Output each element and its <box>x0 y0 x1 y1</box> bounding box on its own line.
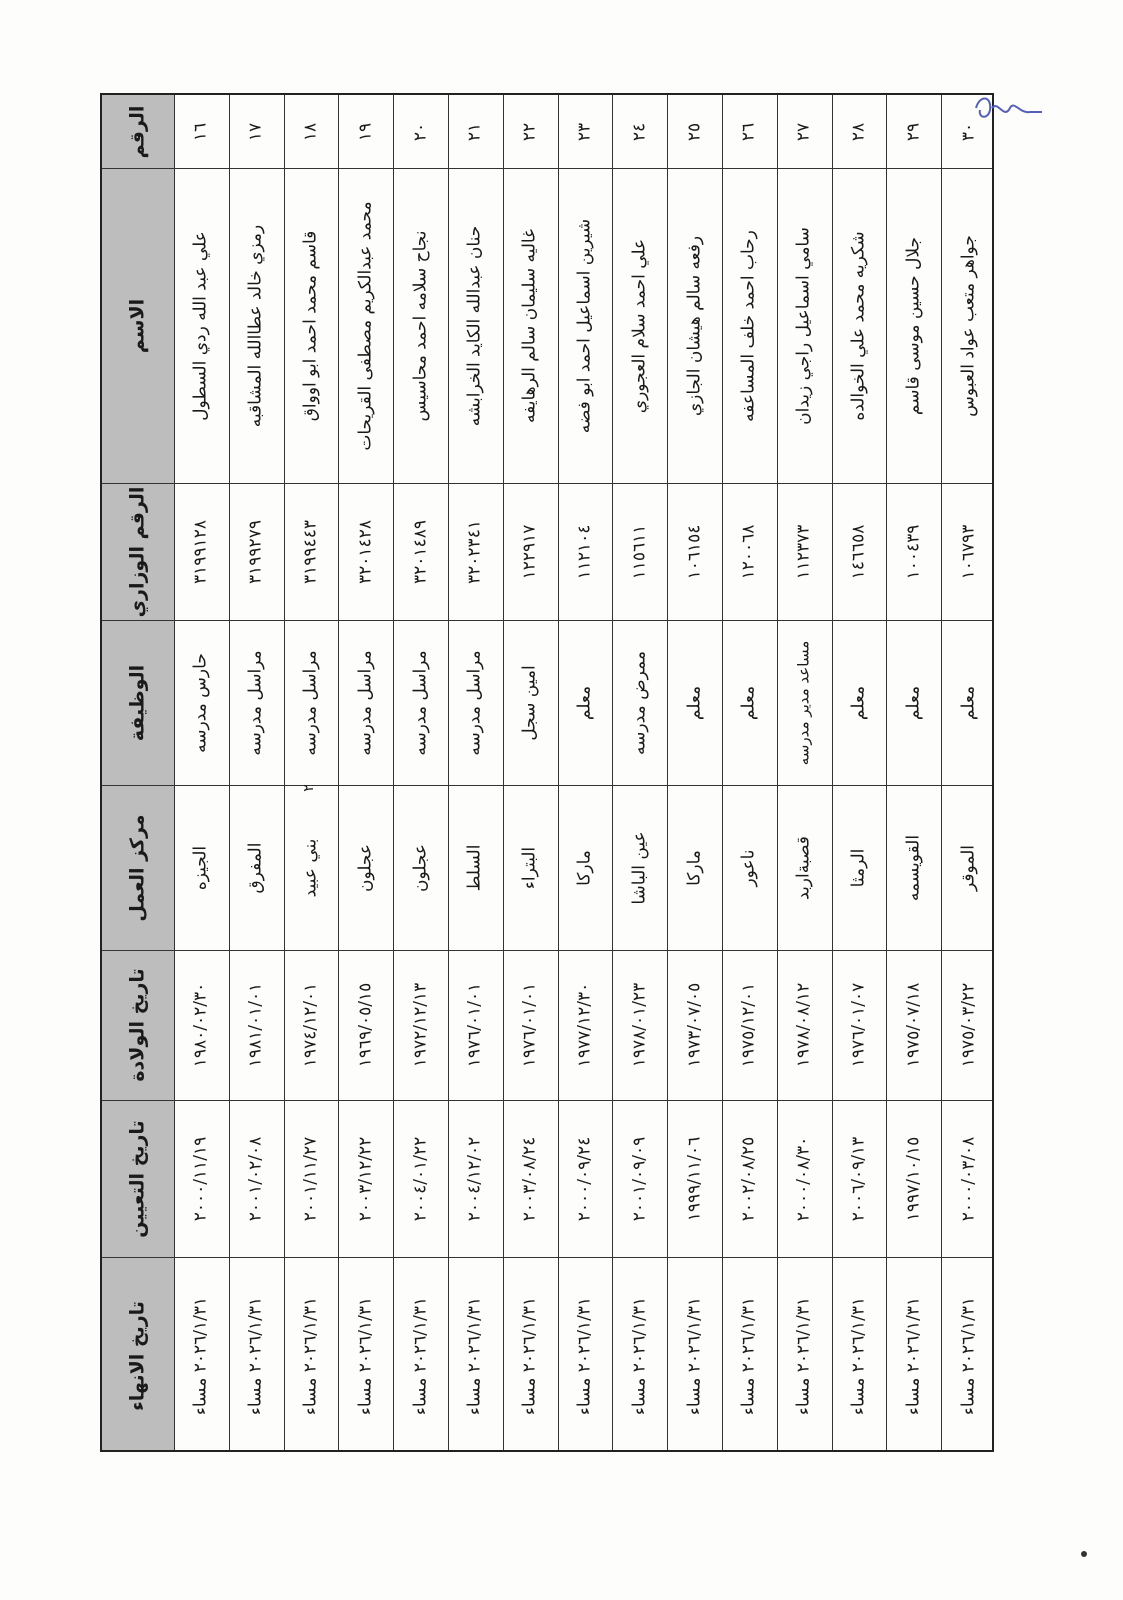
cell-loc: المفرق <box>245 842 266 893</box>
cell-num: ٢٢ <box>519 122 540 141</box>
cell-job: معلم <box>848 685 869 720</box>
cell-mid: ١٠٦٧٩٣ <box>958 524 979 579</box>
cell-name: علي احمد سلام العجوري <box>629 238 650 413</box>
cell-name: محمد عبدالكريم مصطفى القريحات <box>355 200 376 451</box>
cell-job: امين سجل <box>519 664 540 741</box>
cell-loc: الجيزه <box>190 845 211 890</box>
cell-end: ٢٠٢٦/١/٣١ مساء <box>464 1296 485 1415</box>
cell-loc: عين الباشا <box>629 830 650 905</box>
cell-job: مساعد مدير مدرسه <box>794 640 813 765</box>
row-divider <box>393 95 394 1450</box>
cell-job: مراسل مدرسه <box>300 649 321 756</box>
cell-hire: ٢٠٠٠/٠٨/٣٠ <box>793 1136 814 1221</box>
cell-mid: ٣١٩٩١٢٨ <box>190 519 211 584</box>
row-divider <box>941 95 942 1450</box>
cell-job: مراسل مدرسه <box>464 649 485 756</box>
cell-num: ٣٠ <box>958 122 979 141</box>
cell-birth: ١٩٧٥/٠٧/١٨ <box>903 982 924 1068</box>
cell-loc: بني عبيد <box>300 838 321 897</box>
row-divider <box>832 95 833 1450</box>
row-divider <box>558 95 559 1450</box>
cell-loc: ماركا <box>574 849 595 886</box>
row-divider <box>777 95 778 1450</box>
cell-mid: ٣٢٠١٤٢٨ <box>355 519 376 584</box>
cell-num: ١٩ <box>355 122 376 141</box>
cell-mid: ١٤٦٦٥٨ <box>848 524 869 579</box>
cell-hire: ٢٠٠٦/٠٩/١٣ <box>848 1136 869 1221</box>
cell-num: ٢٧ <box>793 122 814 141</box>
cell-end: ٢٠٢٦/١/٣١ مساء <box>793 1296 814 1415</box>
cell-birth: ١٩٧٦/٠١/٠١ <box>519 982 540 1068</box>
cell-end: ٢٠٢٦/١/٣١ مساء <box>848 1296 869 1415</box>
cell-birth: ١٩٨١/٠١/٠١ <box>245 982 266 1068</box>
cell-name: رفعه سالم هيشان الجازي <box>684 235 705 416</box>
cell-hire: ٢٠٠٣/١٢/٢٢ <box>355 1136 376 1221</box>
cell-end: ٢٠٢٦/١/٣١ مساء <box>410 1296 431 1415</box>
cell-birth: ١٩٧٨/٠١/٢٣ <box>629 982 650 1068</box>
cell-loc: البتراء <box>519 846 540 889</box>
cell-loc: ناعور <box>738 848 759 887</box>
cell-mid: ١١٥٦١١ <box>629 524 650 579</box>
cell-loc: عجلون <box>410 843 431 892</box>
row-divider <box>667 95 668 1450</box>
cell-birth: ١٩٧٦/٠١/٠١ <box>464 982 485 1068</box>
cell-name: سامي اسماعيل راجي زيدان <box>793 226 814 425</box>
column-header: تاريخ التعيين <box>126 1119 149 1238</box>
cell-name: رحاب احمد خلف المساعفه <box>738 229 759 422</box>
row-divider <box>284 95 285 1450</box>
cell-name: رمزي خالد عطاالله المشاقبه <box>245 224 266 427</box>
cell-job: معلم <box>684 685 705 720</box>
column-header: تاريخ الولادة <box>126 968 149 1082</box>
cell-hire: ٢٠٠١/١١/٢٧ <box>300 1136 321 1221</box>
cell-loc: ماركا <box>684 849 705 886</box>
cell-birth: ١٩٧٧/١٢/٣٠ <box>574 982 595 1068</box>
cell-loc: الرمثا <box>848 848 869 887</box>
cell-mid: ١٠٠٤٣٩ <box>903 524 924 579</box>
cell-num: ٢٣ <box>574 122 595 141</box>
cell-birth: ١٩٨٠/٠٢/٣٠ <box>190 982 211 1068</box>
cell-name: قاسم محمد احمد ابو اوواق <box>300 230 321 421</box>
cell-hire: ٢٠٠١/٠٩/٠٩ <box>629 1136 650 1221</box>
cell-hire: ١٩٩٩/١١/٠٦ <box>684 1136 705 1221</box>
cell-num: ٢٤ <box>629 122 650 141</box>
cell-num: ١٦ <box>190 122 211 141</box>
cell-loc: قصبةاربد <box>793 835 814 900</box>
signature-mark <box>970 90 1050 130</box>
cell-mid: ١٢٢٩١٧ <box>519 524 540 579</box>
cell-name: شكريه محمد علي الخوالده <box>848 230 869 421</box>
cell-hire: ٢٠٠٤/٠١/٢٢ <box>410 1136 431 1221</box>
cell-job: معلم <box>903 685 924 720</box>
cell-birth: ١٩٧٥/٠٣/٢٢ <box>958 982 979 1068</box>
cell-end: ٢٠٢٦/١/٣١ مساء <box>519 1296 540 1415</box>
cell-name: شيرين اسماعيل احمد ابو فضه <box>574 218 595 433</box>
cell-hire: ٢٠٠٢/٠٨/٢٥ <box>738 1136 759 1221</box>
cell-job: مراسل مدرسه <box>355 649 376 756</box>
cell-birth: ١٩٦٩/٠٥/١٥ <box>355 982 376 1068</box>
cell-hire: ٢٠٠١/٠٢/٠٨ <box>245 1136 266 1221</box>
cell-name: نجاح سلامه احمد محاسيس <box>410 230 431 421</box>
row-divider <box>503 95 504 1450</box>
row-divider <box>722 95 723 1450</box>
cell-job: مراسل مدرسه <box>245 649 266 756</box>
cell-mid: ١١٢٣٧٣ <box>793 524 814 579</box>
cell-job: ممرض مدرسه <box>629 650 650 755</box>
cell-loc: السلط <box>464 844 485 891</box>
row-divider <box>448 95 449 1450</box>
cell-birth: ١٩٧٨/٠٨/١٢ <box>793 982 814 1068</box>
cell-mid: ١٠٦١٥٤ <box>684 524 705 579</box>
column-header: الاسم <box>126 298 149 353</box>
cell-end: ٢٠٢٦/١/٣١ مساء <box>190 1296 211 1415</box>
cell-num: ٢١ <box>464 122 485 141</box>
cell-hire: ٢٠٠٠/٠٣/٠٨ <box>958 1136 979 1221</box>
cell-end: ٢٠٢٦/١/٣١ مساء <box>738 1296 759 1415</box>
band-divider <box>102 1257 992 1258</box>
cell-hire: ٢٠٠٠/٠٩/٢٤ <box>574 1136 595 1221</box>
cell-hire: ٢٠٠٠/١١/١٩ <box>190 1136 211 1221</box>
cell-mid: ٣٢٠١٤٨٩ <box>410 519 431 584</box>
dot-mark <box>1080 1550 1088 1558</box>
band-divider <box>102 620 992 621</box>
cell-end: ٢٠٢٦/١/٣١ مساء <box>300 1296 321 1415</box>
cell-birth: ١٩٧٦/٠١/٠٧ <box>848 982 869 1068</box>
cell-loc: القويسمه <box>903 834 924 901</box>
cell-end: ٢٠٢٦/١/٣١ مساء <box>245 1296 266 1415</box>
cell-end: ٢٠٢٦/١/٣١ مساء <box>958 1296 979 1415</box>
cell-mid: ٣٢٠٢٣٤١ <box>464 519 485 584</box>
column-header: الرقم الوزاري <box>126 486 149 617</box>
column-header: الرقم <box>126 105 149 158</box>
cell-birth: ١٩٧٤/١٢/٠١ <box>300 982 321 1068</box>
cell-loc: عجلون <box>355 843 376 892</box>
band-divider <box>102 950 992 951</box>
cell-num: ٢٦ <box>738 122 759 141</box>
cell-end: ٢٠٢٦/١/٣١ مساء <box>574 1296 595 1415</box>
cell-mid: ١١٢١٠٤ <box>574 524 595 579</box>
cell-hire: ٢٠٠٤/١٢/٠٢ <box>464 1136 485 1221</box>
cell-name: غاليه سليمان سالم الرهايفه <box>519 228 540 423</box>
cell-job: معلم <box>574 685 595 720</box>
cell-loc: الموقر <box>958 844 979 891</box>
cell-name: حنان عبدالله الكايد الخرابشه <box>464 225 485 426</box>
cell-end: ٢٠٢٦/١/٣١ مساء <box>903 1296 924 1415</box>
cell-num: ٢٥ <box>684 122 705 141</box>
cell-name: علي عبد الله ردي السطول <box>190 230 211 421</box>
cell-job: حارس مدرسه <box>190 652 211 753</box>
cell-job: مراسل مدرسه <box>410 649 431 756</box>
cell-birth: ١٩٧٣/٠٧/٠٥ <box>684 982 705 1068</box>
cell-birth: ١٩٧٢/١٢/١٣ <box>410 982 431 1068</box>
cell-hire: ٢٠٠٣/٠٨/٢٤ <box>519 1136 540 1221</box>
cell-name: جلال حسين موسى قاسم <box>903 236 924 415</box>
cell-num: ١٨ <box>300 122 321 141</box>
cell-end: ٢٠٢٦/١/٣١ مساء <box>355 1296 376 1415</box>
cell-end: ٢٠٢٦/١/٣١ مساء <box>629 1296 650 1415</box>
row-divider <box>612 95 613 1450</box>
cell-end: ٢٠٢٦/١/٣١ مساء <box>684 1296 705 1415</box>
cell-num: ٢٨ <box>848 122 869 141</box>
band-divider <box>102 483 992 484</box>
row-divider <box>229 95 230 1450</box>
cell-num: ٢٠ <box>410 122 431 141</box>
band-divider <box>102 168 992 169</box>
cell-num: ٢٩ <box>903 122 924 141</box>
column-header: تاريخ الانهاء <box>126 1300 149 1411</box>
page-number: ٢ <box>300 784 317 792</box>
column-header: مركز العمل <box>126 813 149 922</box>
band-divider <box>102 785 992 786</box>
row-divider <box>886 95 887 1450</box>
band-divider <box>102 1100 992 1101</box>
row-divider <box>174 95 175 1450</box>
cell-mid: ٣١٩٩٢٧٩ <box>245 519 266 584</box>
employee-table <box>100 93 994 1452</box>
column-header: الوظيفة <box>126 664 149 741</box>
cell-hire: ١٩٩٧/١٠/١٥ <box>903 1136 924 1221</box>
cell-job: معلم <box>958 685 979 720</box>
cell-birth: ١٩٧٥/١٢/٠١ <box>738 982 759 1068</box>
cell-job: معلم <box>738 685 759 720</box>
row-divider <box>338 95 339 1450</box>
cell-name: جواهر متعب عواد العبوس <box>958 234 979 417</box>
cell-num: ١٧ <box>245 122 266 141</box>
cell-mid: ١٢٠٠٦٨ <box>738 524 759 579</box>
cell-mid: ٣١٩٩٤٤٣ <box>300 519 321 584</box>
